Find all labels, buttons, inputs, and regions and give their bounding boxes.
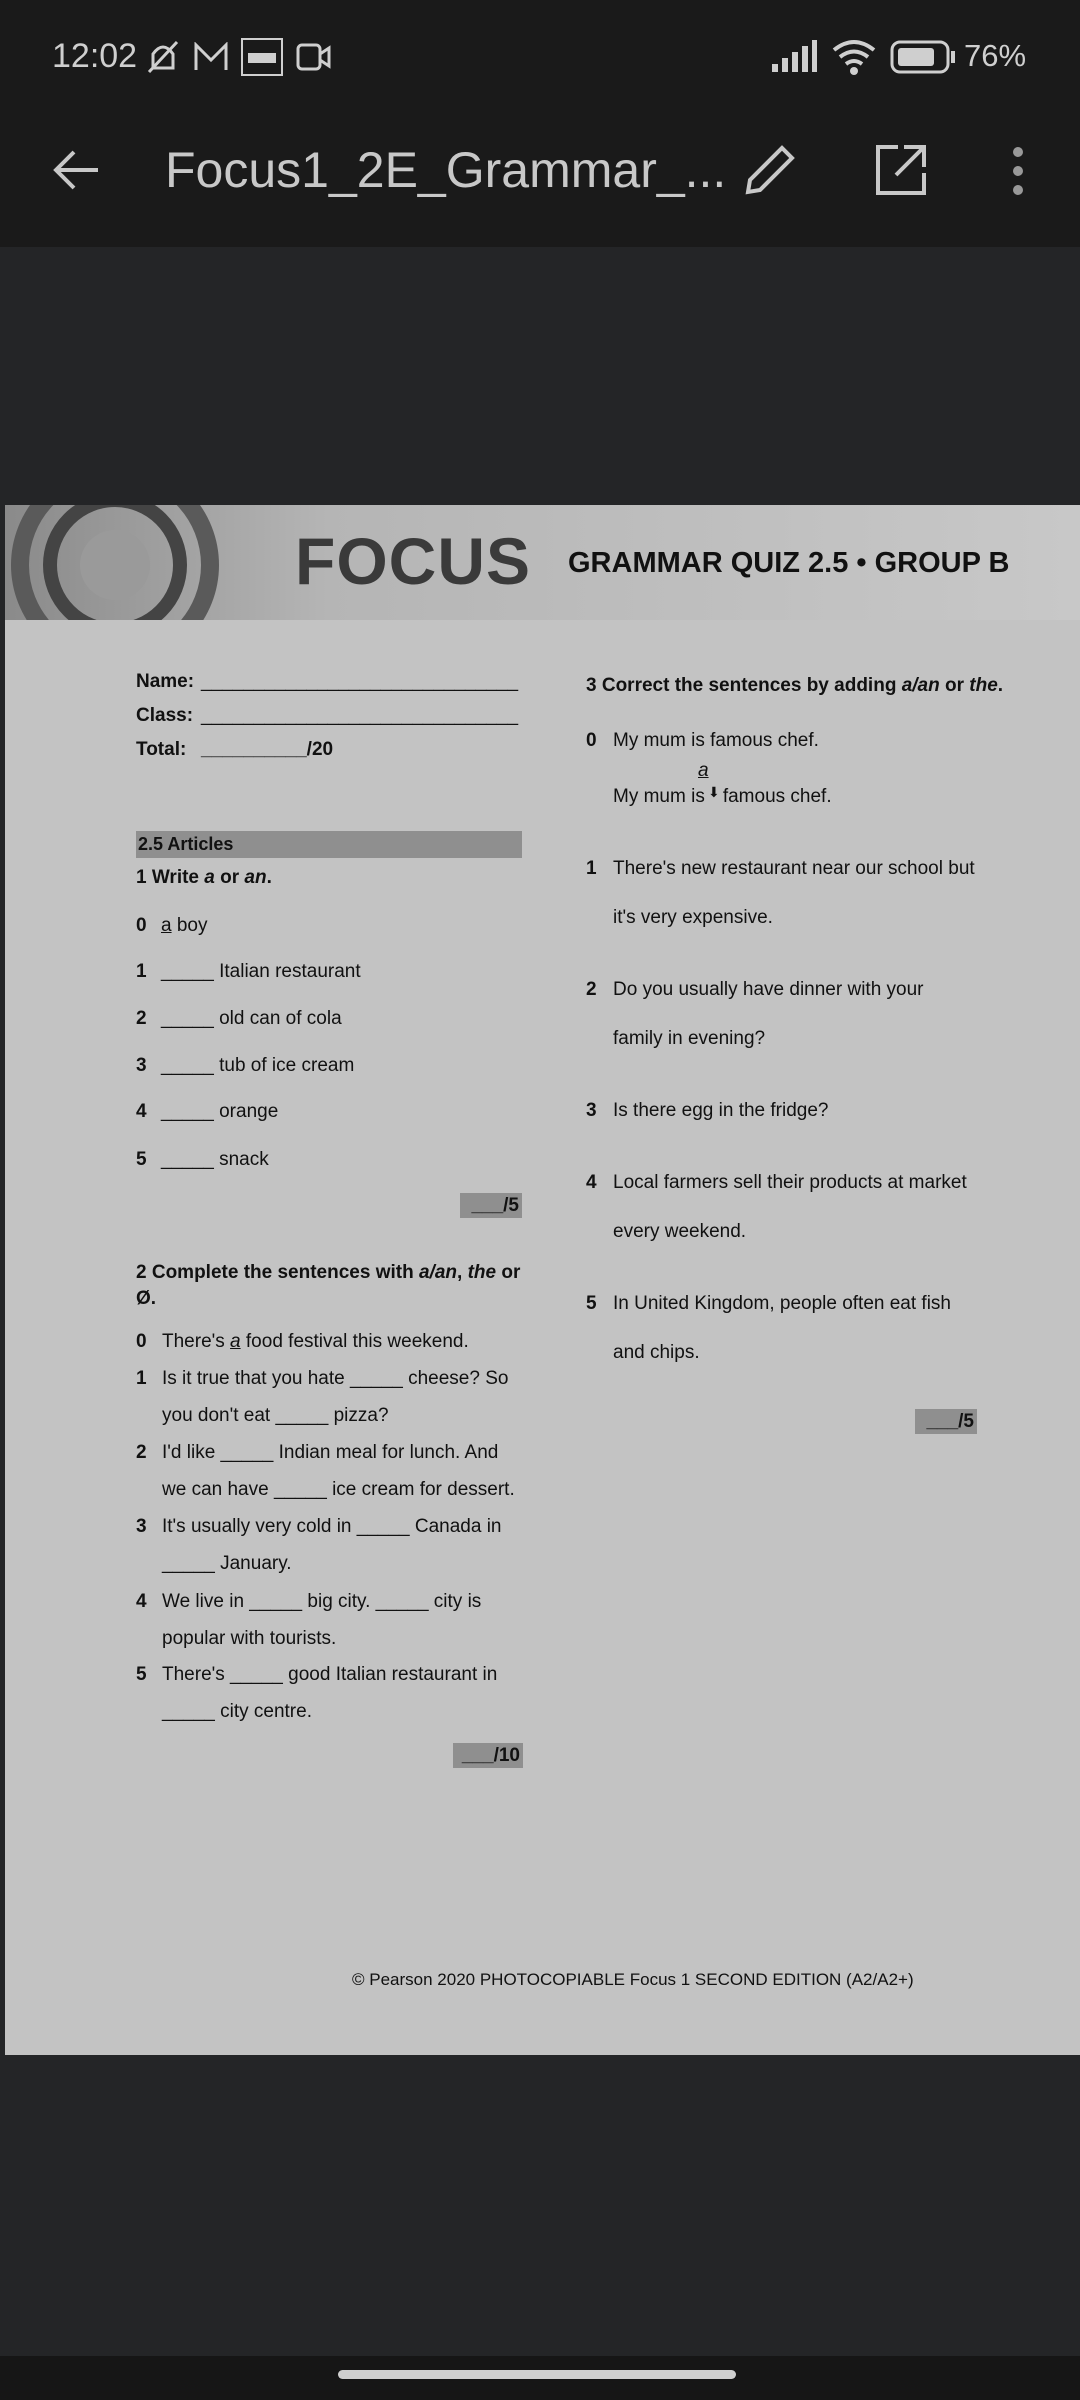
focus-logo: FOCUS bbox=[295, 524, 531, 598]
name-field: ______________________________ bbox=[201, 671, 519, 692]
classroom-icon bbox=[240, 37, 284, 77]
list-item: 2 I'd like _____ Indian meal for lunch. And we can have _____ ice cream for dessert. bbox=[136, 1442, 515, 1500]
battery-percent: 76% bbox=[964, 38, 1027, 73]
more-options-icon[interactable] bbox=[1006, 146, 1030, 196]
gmail-icon bbox=[193, 42, 229, 72]
list-item: 2 Do you usually have dinner with your family in evening? bbox=[586, 979, 924, 1049]
list-item: 3 _____ tub of ice cream bbox=[136, 1055, 355, 1076]
list-item: 5 There's _____ good Italian restaurant in _____ city centre. bbox=[136, 1664, 498, 1722]
exercise-2-score: ___/10 bbox=[453, 1743, 523, 1768]
inserted-article: a bbox=[698, 760, 709, 781]
list-item: 5 _____ snack bbox=[136, 1149, 269, 1170]
exercise-3-title: 3 Correct the sentences by adding a/an or the. bbox=[586, 675, 1004, 696]
back-arrow-icon[interactable] bbox=[52, 148, 100, 192]
list-item: 5 In United Kingdom, people often eat fish and chips. bbox=[586, 1293, 952, 1363]
exercise-1-example: 0 a boy bbox=[136, 915, 208, 936]
class-label: Class: bbox=[136, 705, 194, 726]
list-item: 3 It's usually very cold in _____ Canada in _____ January. bbox=[136, 1516, 502, 1574]
wifi-icon bbox=[830, 38, 878, 76]
status-time: 12:02 bbox=[52, 37, 138, 75]
list-item: 4 Local farmers sell their products at market every weekend. bbox=[586, 1172, 967, 1242]
pdf-page bbox=[5, 505, 1080, 2055]
list-item: 4 _____ orange bbox=[136, 1101, 279, 1122]
name-label: Name: bbox=[136, 671, 195, 692]
open-external-icon[interactable] bbox=[874, 143, 928, 197]
exercise-2-example: 0 There's a food festival this weekend. bbox=[136, 1331, 469, 1352]
list-item: 1 There's new restaurant near our school but it's very expensive. bbox=[586, 858, 975, 928]
signal-icon bbox=[770, 40, 818, 74]
list-item: 2 _____ old can of cola bbox=[136, 1008, 342, 1029]
list-item: 3 Is there egg in the fridge? bbox=[586, 1100, 829, 1121]
class-field: ______________________________ bbox=[201, 705, 519, 726]
list-item: 1 _____ Italian restaurant bbox=[136, 961, 361, 982]
document-title: Focus1_2E_Grammar_... bbox=[165, 142, 727, 198]
list-item: 1 Is it true that you hate _____ cheese? So you don't eat _____ pizza? bbox=[136, 1368, 509, 1426]
focus-logo-graphic bbox=[5, 505, 285, 620]
exercise-1-score: ___/5 bbox=[460, 1193, 522, 1218]
total-field: __________/20 bbox=[201, 739, 334, 760]
page-footer: © Pearson 2020 PHOTOCOPIABLE Focus 1 SECOND EDITION (A2/A2+) bbox=[352, 1970, 914, 1989]
video-icon bbox=[296, 42, 332, 72]
section-heading: 2.5 Articles bbox=[136, 831, 522, 858]
exercise-2-title-line2: Ø. bbox=[136, 1288, 157, 1309]
battery-icon bbox=[890, 40, 956, 74]
list-item: 4 We live in _____ big city. _____ city is popular with tourists. bbox=[136, 1591, 482, 1649]
exercise-3-example-corrected: My mum is ⬇ famous chef. bbox=[613, 784, 832, 807]
exercise-3-example: 0 My mum is famous chef. bbox=[586, 730, 819, 751]
exercise-2-title: 2 Complete the sentences with a/an, the or bbox=[136, 1262, 521, 1283]
notifications-off-icon bbox=[145, 38, 181, 76]
total-label: Total: bbox=[136, 739, 187, 760]
header-banner bbox=[5, 505, 1080, 620]
exercise-3-score: ___/5 bbox=[915, 1409, 977, 1434]
home-gesture-handle[interactable] bbox=[338, 2370, 736, 2379]
exercise-1-title: 1 Write a or an. bbox=[136, 867, 272, 888]
app-header bbox=[0, 0, 1080, 247]
quiz-title: GRAMMAR QUIZ 2.5 • GROUP B bbox=[568, 547, 1010, 579]
edit-pencil-icon[interactable] bbox=[742, 142, 798, 198]
insert-arrow-icon: ⬇ bbox=[707, 784, 720, 800]
